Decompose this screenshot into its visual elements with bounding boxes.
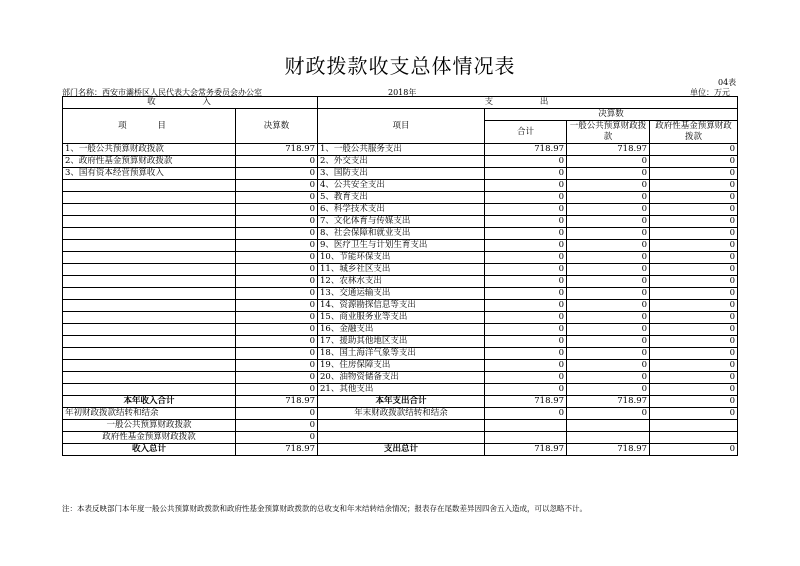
expense-general-cell: 0 <box>567 324 650 336</box>
expense-general-cell: 0 <box>567 372 650 384</box>
table-row <box>63 156 738 168</box>
end-balance-total: 0 <box>485 408 567 420</box>
table-row <box>63 384 738 396</box>
income-item-cell <box>63 192 236 204</box>
fund-budget-header: 政府性基金预算财政拨款 <box>650 121 738 144</box>
begin-balance-label: 年初财政拨款结转和结余 <box>63 408 236 420</box>
expense-fund-cell: 0 <box>650 156 738 168</box>
expense-budget-group-header: 决算数 <box>485 109 738 121</box>
income-value-cell: 0 <box>236 384 318 396</box>
expense-item-cell: 3、国防支出 <box>318 168 485 180</box>
income-item-cell <box>63 288 236 300</box>
income-item-cell <box>63 216 236 228</box>
table-row <box>63 216 738 228</box>
empty-cell <box>650 420 738 432</box>
expense-fund-cell: 0 <box>650 240 738 252</box>
expense-total-cell: 0 <box>485 228 567 240</box>
table-row <box>63 360 738 372</box>
expense-general-cell: 0 <box>567 300 650 312</box>
year-expense-fund-value: 0 <box>650 396 738 408</box>
empty-cell <box>567 420 650 432</box>
table-row <box>63 324 738 336</box>
begin-balance-value: 0 <box>236 408 318 420</box>
year-total-row <box>63 396 738 408</box>
expense-general-cell: 718.97 <box>567 144 650 156</box>
table-row <box>63 144 738 156</box>
income-item-cell <box>63 228 236 240</box>
table-row <box>63 240 738 252</box>
grand-total-row <box>63 444 738 456</box>
income-item-cell: 2、政府性基金预算财政拨款 <box>63 156 236 168</box>
expense-general-cell: 0 <box>567 228 650 240</box>
end-balance-general: 0 <box>567 408 650 420</box>
expense-total-cell: 0 <box>485 324 567 336</box>
income-value-cell: 0 <box>236 312 318 324</box>
income-item-cell <box>63 204 236 216</box>
income-value-cell: 0 <box>236 372 318 384</box>
expense-fund-cell: 0 <box>650 324 738 336</box>
expense-total-cell: 718.97 <box>485 144 567 156</box>
expense-total-cell: 0 <box>485 276 567 288</box>
expense-item-cell: 17、援助其他地区支出 <box>318 336 485 348</box>
expense-total-cell: 0 <box>485 348 567 360</box>
expense-total-cell: 0 <box>485 264 567 276</box>
expense-fund-cell: 0 <box>650 228 738 240</box>
expense-fund-cell: 0 <box>650 252 738 264</box>
expense-fund-cell: 0 <box>650 168 738 180</box>
department-name: 部门名称：西安市灞桥区人民代表大会常务委员会办公室 <box>62 88 262 97</box>
expense-general-cell: 0 <box>567 252 650 264</box>
table-row <box>63 264 738 276</box>
expense-general-cell: 0 <box>567 156 650 168</box>
income-value-cell: 0 <box>236 324 318 336</box>
expense-general-cell: 0 <box>567 216 650 228</box>
income-value-cell: 0 <box>236 204 318 216</box>
expense-general-cell: 0 <box>567 288 650 300</box>
general-budget-header: 一般公共预算财政拨款 <box>567 121 650 144</box>
income-total-label: 收入总计 <box>63 444 236 456</box>
expense-header: 支 出 <box>318 97 738 109</box>
expense-fund-cell: 0 <box>650 288 738 300</box>
expense-item-cell: 10、节能环保支出 <box>318 252 485 264</box>
table-row <box>63 252 738 264</box>
expense-general-cell: 0 <box>567 360 650 372</box>
year-income-total-value: 718.97 <box>236 396 318 408</box>
income-item-header: 项 目 <box>63 109 236 144</box>
expense-total-cell: 0 <box>485 180 567 192</box>
income-item-cell <box>63 264 236 276</box>
expense-fund-cell: 0 <box>650 312 738 324</box>
income-value-cell: 0 <box>236 216 318 228</box>
income-header: 收 入 <box>63 97 318 109</box>
expense-fund-cell: 0 <box>650 360 738 372</box>
income-value-cell: 0 <box>236 180 318 192</box>
table-row <box>63 372 738 384</box>
expense-item-header: 项目 <box>318 109 485 144</box>
finance-table <box>62 96 738 456</box>
year-expense-total-label: 本年支出合计 <box>318 396 485 408</box>
income-value-cell: 0 <box>236 360 318 372</box>
form-number: 04表 <box>718 78 737 87</box>
income-item-cell <box>63 312 236 324</box>
expense-general-cell: 0 <box>567 312 650 324</box>
expense-total-cell: 0 <box>485 156 567 168</box>
expense-general-cell: 0 <box>567 348 650 360</box>
empty-cell <box>567 432 650 444</box>
footnote: 注：本表反映部门本年度一般公共预算财政拨款和政府性基金预算财政拨款的总收支和年末结转结余情况；报表存在尾数差异因四舍五入造成，可以忽略不计。 <box>62 504 587 513</box>
page-title: 财政拨款收支总体情况表 <box>284 54 516 78</box>
year-income-total-label: 本年收入合计 <box>63 396 236 408</box>
expense-fund-cell: 0 <box>650 300 738 312</box>
expense-total-cell: 0 <box>485 360 567 372</box>
expense-general-cell: 0 <box>567 276 650 288</box>
table-row <box>63 300 738 312</box>
income-total-value: 718.97 <box>236 444 318 456</box>
expense-item-cell: 1、一般公共服务支出 <box>318 144 485 156</box>
table-row <box>63 192 738 204</box>
expense-item-cell: 6、科学技术支出 <box>318 204 485 216</box>
expense-total-cell: 0 <box>485 192 567 204</box>
income-item-cell <box>63 336 236 348</box>
expense-general-cell: 0 <box>567 264 650 276</box>
income-budget-header: 决算数 <box>236 109 318 144</box>
expense-item-cell: 2、外交支出 <box>318 156 485 168</box>
expense-total-cell: 0 <box>485 312 567 324</box>
income-value-cell: 0 <box>236 264 318 276</box>
expense-fund-cell: 0 <box>650 384 738 396</box>
sub-general-value: 0 <box>236 420 318 432</box>
income-item-cell <box>63 180 236 192</box>
expense-item-cell: 9、医疗卫生与计划生育支出 <box>318 240 485 252</box>
income-item-cell <box>63 276 236 288</box>
income-item-cell <box>63 240 236 252</box>
income-value-cell: 0 <box>236 348 318 360</box>
header-row-2 <box>63 109 738 121</box>
expense-total-cell: 0 <box>485 372 567 384</box>
expense-total-cell: 0 <box>485 168 567 180</box>
expense-general-cell: 0 <box>567 168 650 180</box>
expense-total-cell: 0 <box>485 216 567 228</box>
empty-cell <box>318 420 485 432</box>
table-row <box>63 228 738 240</box>
expense-fund-cell: 0 <box>650 216 738 228</box>
empty-cell <box>318 432 485 444</box>
expense-fund-cell: 0 <box>650 372 738 384</box>
sub-general-label: 一般公共预算财政拨款 <box>63 420 236 432</box>
expense-fund-cell: 0 <box>650 336 738 348</box>
expense-item-cell: 21、其他支出 <box>318 384 485 396</box>
expense-fund-cell: 0 <box>650 348 738 360</box>
end-balance-fund: 0 <box>650 408 738 420</box>
table-row <box>63 204 738 216</box>
sub-fund-value: 0 <box>236 432 318 444</box>
income-item-cell <box>63 384 236 396</box>
expense-item-cell: 20、油物资储备支出 <box>318 372 485 384</box>
expense-total-fund: 0 <box>650 444 738 456</box>
sub-fund-label: 政府性基金预算财政拨款 <box>63 432 236 444</box>
expense-item-cell: 11、城乡社区支出 <box>318 264 485 276</box>
year-expense-total-value: 718.97 <box>485 396 567 408</box>
sub-general-row <box>63 420 738 432</box>
expense-item-cell: 16、金融支出 <box>318 324 485 336</box>
empty-cell <box>485 420 567 432</box>
expense-item-cell: 5、教育支出 <box>318 192 485 204</box>
expense-fund-cell: 0 <box>650 264 738 276</box>
expense-item-cell: 4、公共安全支出 <box>318 180 485 192</box>
income-item-cell: 1、一般公共预算财政拨款 <box>63 144 236 156</box>
income-item-cell <box>63 324 236 336</box>
expense-fund-cell: 0 <box>650 192 738 204</box>
expense-general-cell: 0 <box>567 180 650 192</box>
empty-cell <box>650 432 738 444</box>
expense-general-cell: 0 <box>567 336 650 348</box>
income-item-cell <box>63 372 236 384</box>
income-value-cell: 0 <box>236 336 318 348</box>
expense-item-cell: 14、资源勘探信息等支出 <box>318 300 485 312</box>
expense-fund-cell: 0 <box>650 180 738 192</box>
income-value-cell: 0 <box>236 240 318 252</box>
unit-label: 单位：万元 <box>690 88 730 97</box>
income-item-cell: 3、国有资本经营预算收入 <box>63 168 236 180</box>
empty-cell <box>485 432 567 444</box>
income-value-cell: 0 <box>236 156 318 168</box>
sub-fund-row <box>63 432 738 444</box>
end-balance-label: 年末财政拨款结转和结余 <box>318 408 485 420</box>
header-row-1 <box>63 97 738 109</box>
expense-total-cell: 0 <box>485 288 567 300</box>
income-item-cell <box>63 252 236 264</box>
expense-fund-cell: 0 <box>650 204 738 216</box>
expense-total-cell: 0 <box>485 240 567 252</box>
report-year: 2018年 <box>388 88 417 97</box>
expense-total-value: 718.97 <box>485 444 567 456</box>
table-row <box>63 180 738 192</box>
income-value-cell: 0 <box>236 300 318 312</box>
expense-total-cell: 0 <box>485 384 567 396</box>
expense-item-cell: 19、住房保障支出 <box>318 360 485 372</box>
income-value-cell: 0 <box>236 288 318 300</box>
total-header: 合计 <box>485 121 567 144</box>
expense-total-cell: 0 <box>485 300 567 312</box>
table-row <box>63 348 738 360</box>
table-row <box>63 336 738 348</box>
income-value-cell: 718.97 <box>236 144 318 156</box>
expense-total-general: 718.97 <box>567 444 650 456</box>
expense-item-cell: 15、商业服务业等支出 <box>318 312 485 324</box>
table-row <box>63 288 738 300</box>
income-value-cell: 0 <box>236 168 318 180</box>
income-item-cell <box>63 360 236 372</box>
expense-total-cell: 0 <box>485 204 567 216</box>
expense-item-cell: 8、社会保障和就业支出 <box>318 228 485 240</box>
table-row <box>63 168 738 180</box>
expense-fund-cell: 0 <box>650 144 738 156</box>
balance-row <box>63 408 738 420</box>
expense-general-cell: 0 <box>567 204 650 216</box>
expense-item-cell: 7、文化体育与传媒支出 <box>318 216 485 228</box>
expense-general-cell: 0 <box>567 192 650 204</box>
expense-item-cell: 18、国土海洋气象等支出 <box>318 348 485 360</box>
expense-total-cell: 0 <box>485 336 567 348</box>
expense-fund-cell: 0 <box>650 276 738 288</box>
income-value-cell: 0 <box>236 228 318 240</box>
income-value-cell: 0 <box>236 252 318 264</box>
expense-general-cell: 0 <box>567 240 650 252</box>
expense-item-cell: 13、交通运输支出 <box>318 288 485 300</box>
income-item-cell <box>63 348 236 360</box>
expense-general-cell: 0 <box>567 384 650 396</box>
table-row <box>63 276 738 288</box>
expense-total-cell: 0 <box>485 252 567 264</box>
income-value-cell: 0 <box>236 192 318 204</box>
expense-total-label: 支出总计 <box>318 444 485 456</box>
table-row <box>63 312 738 324</box>
year-expense-general-value: 718.97 <box>567 396 650 408</box>
income-item-cell <box>63 300 236 312</box>
income-value-cell: 0 <box>236 276 318 288</box>
expense-item-cell: 12、农林水支出 <box>318 276 485 288</box>
